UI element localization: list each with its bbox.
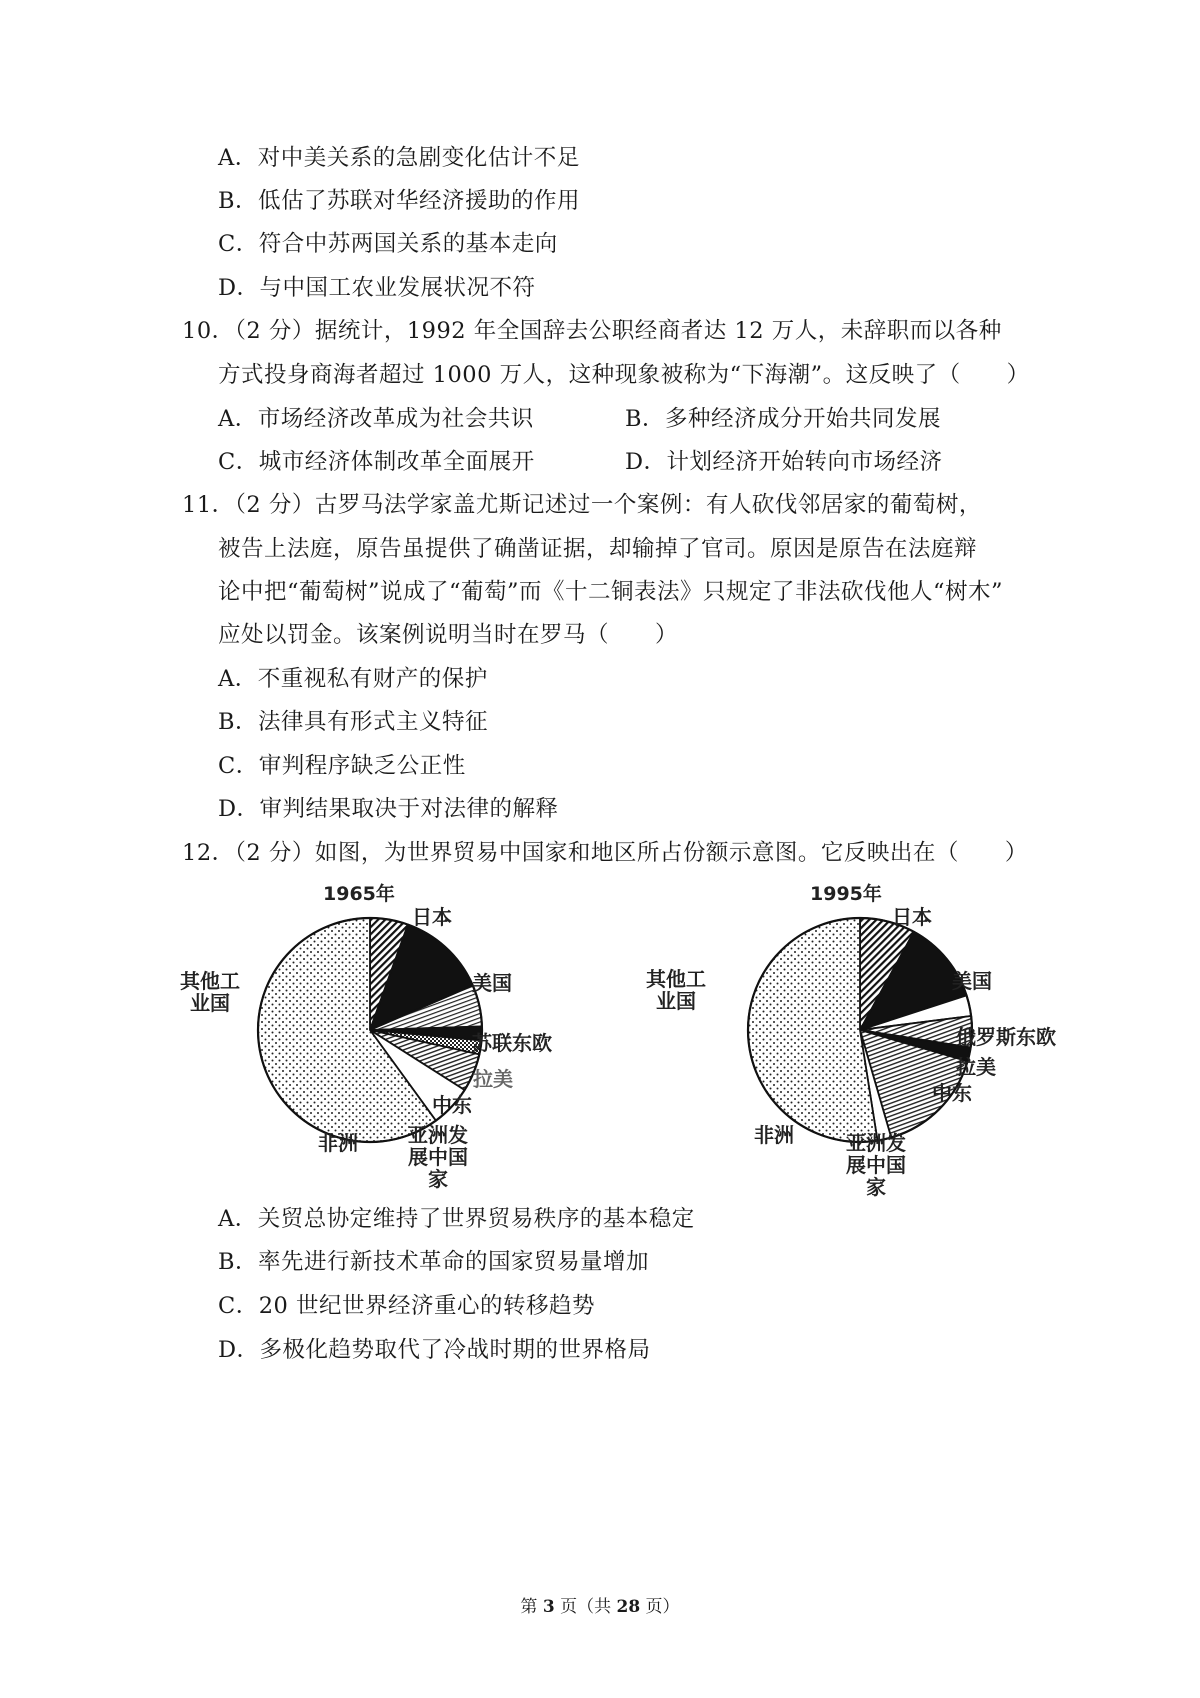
pie-1995-label-africa: 非洲 (754, 1123, 794, 1147)
pie-1965-label-japan: 日本 (412, 905, 452, 929)
q11-option-d: D．审判结果取决于对法律的解释 (218, 796, 559, 822)
pie-chart-1965 (180, 880, 570, 1191)
q11-stem-line1: 11．（2 分）古罗马法学家盖尤斯记述过一个案例：有人砍伐邻居家的葡萄树， (182, 492, 982, 518)
pie-1965-svg (190, 880, 570, 1180)
footer-middle: 页（共 (554, 1597, 617, 1617)
pie-1995-label-usa: 美国 (952, 969, 992, 993)
pie-1965-label-asia: 亚洲发展中国家 (408, 1123, 468, 1191)
q10-stem-line1: 10．（2 分）据统计，1992 年全国辞去公职经商者达 12 万人，未辞职而以各种 (182, 318, 1002, 344)
q12-option-c: C．20 世纪世界经济重心的转移趋势 (218, 1293, 595, 1319)
q9-option-d: D．与中国工农业发展状况不符 (218, 275, 536, 301)
q11-option-a: A．不重视私有财产的保护 (218, 666, 488, 692)
footer-suffix: 页） (640, 1597, 680, 1617)
pie-1965-label-africa: 非洲 (318, 1131, 358, 1155)
q10-stem-line2: 方式投身商海者超过 1000 万人，这种现象被称为“下海潮”。这反映了（ ） (218, 362, 1030, 388)
q11-stem-line2: 被告上法庭，原告虽提供了确凿证据，却输掉了官司。原因是原告在法庭辩 (218, 536, 978, 562)
q11-stem-line3: 论中把“葡萄树”说成了“葡萄”而《十二铜表法》只规定了非法砍伐他人“树木” (218, 579, 1004, 605)
q12-option-b: B．率先进行新技术革命的国家贸易量增加 (218, 1249, 650, 1275)
q10-option-d: D．计划经济开始转向市场经济 (625, 449, 943, 475)
pie-1995-title: 1995年 (810, 883, 882, 905)
pie-1995-slice-7 (748, 918, 878, 1142)
footer-total-pages: 28 (616, 1597, 641, 1617)
pie-1965-label-ussr: 苏联东欧 (472, 1031, 552, 1055)
q11-option-b: B．法律具有形式主义特征 (218, 709, 489, 735)
pie-1995-label-latam: 拉美 (956, 1055, 996, 1079)
page-footer (0, 1592, 1200, 1617)
pie-1995-label-asia: 亚洲发展中国家 (846, 1131, 906, 1199)
q12-option-a: A．关贸总协定维持了世界贸易秩序的基本稳定 (218, 1206, 695, 1232)
pie-1965-label-other: 其他工业国 (180, 969, 240, 1015)
pie-1995-label-other: 其他工业国 (646, 967, 706, 1013)
pie-1965-label-usa: 美国 (472, 971, 512, 995)
pie-chart-1995 (646, 880, 1100, 1199)
q9-option-b: B．低估了苏联对华经济援助的作用 (218, 188, 581, 214)
footer-prefix: 第 (520, 1597, 543, 1617)
pie-1965-title: 1965年 (323, 883, 395, 905)
pie-1995-label-mideast: 中东 (932, 1081, 972, 1105)
q11-stem-line4: 应处以罚金。该案例说明当时在罗马（ ） (218, 622, 679, 648)
q12-stem: 12．（2 分）如图，为世界贸易中国家和地区所占份额示意图。它反映出在（ ） (182, 840, 1028, 866)
pie-1965-label-latam: 拉美 (473, 1067, 513, 1091)
pie-1965-label-mideast: 中东 (432, 1093, 472, 1117)
pie-1995-slices (748, 918, 972, 1142)
q10-option-c: C．城市经济体制改革全面展开 (218, 449, 535, 475)
footer-page-number: 3 (542, 1597, 555, 1617)
q9-option-c: C．符合中苏两国关系的基本走向 (218, 231, 558, 257)
q10-option-a: A．市场经济改革成为社会共识 (218, 406, 534, 432)
q11-option-c: C．审判程序缺乏公正性 (218, 753, 466, 779)
pie-1995-label-japan: 日本 (892, 905, 932, 929)
q12-option-d: D．多极化趋势取代了冷战时期的世界格局 (218, 1337, 651, 1363)
q9-option-a: A．对中美关系的急剧变化估计不足 (218, 145, 580, 171)
q10-option-b: B．多种经济成分开始共同发展 (625, 406, 942, 432)
pie-1995-label-russia: 俄罗斯东欧 (956, 1025, 1056, 1049)
